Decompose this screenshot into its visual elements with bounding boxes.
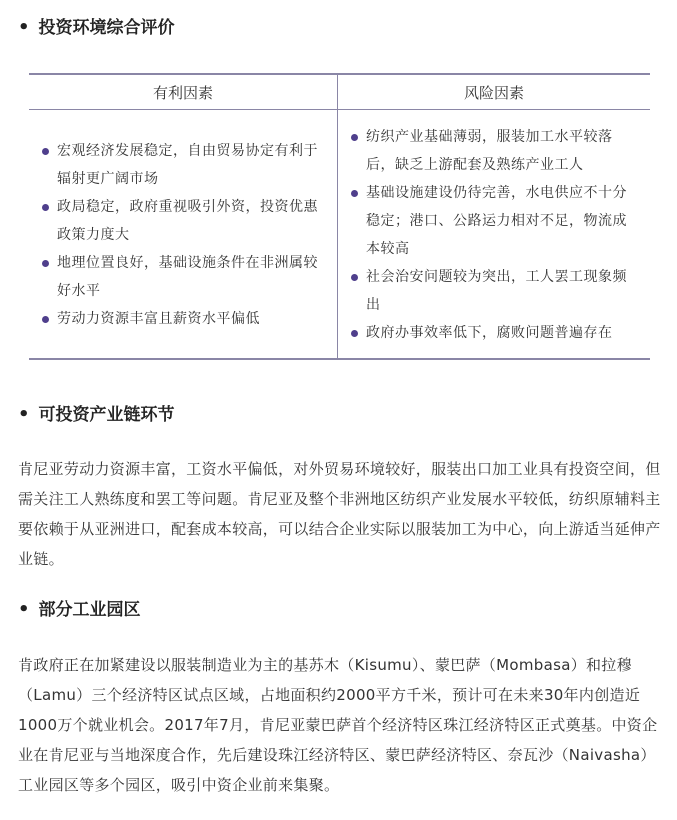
bullet-icon <box>351 134 358 141</box>
risk-item <box>350 123 640 179</box>
risk-item-text: 政府办事效率低下，腐败问题普遍存在 <box>366 325 613 341</box>
bullet-icon <box>351 330 358 337</box>
bullet-icon <box>351 190 358 197</box>
table-header-divider <box>29 109 650 110</box>
favorable-item <box>41 249 331 305</box>
bullet-icon <box>42 260 49 267</box>
table-header-risk: 风险因素 <box>463 84 524 102</box>
favorable-item <box>41 137 331 193</box>
heading-bullet: • <box>18 17 30 38</box>
favorable-item-text: 地理位置良好，基础设施条件在非洲属较好水平 <box>57 255 318 299</box>
risk-item <box>350 179 640 263</box>
risk-item <box>350 319 640 347</box>
heading-title: 可投资产业链环节 <box>38 405 175 425</box>
favorable-item-text: 劳动力资源丰富且薪资水平偏低 <box>57 311 260 327</box>
table-header-favorable: 有利因素 <box>152 84 213 102</box>
favorable-item <box>41 305 331 333</box>
heading-bullet: • <box>18 404 30 425</box>
bullet-icon <box>42 204 49 211</box>
favorable-item <box>41 193 331 249</box>
bullet-icon <box>351 274 358 281</box>
risk-factors-list <box>350 123 640 347</box>
industry-chain-paragraph: 肯尼亚劳动力资源丰富，工资水平偏低，对外贸易环境较好，服装出口加工业具有投资空间，但需关注工人熟练度和罢工等问题。肯尼亚及整个非洲地区纺织产业发展水平较低，纺织原辅料主要依赖于从亚洲进口，配套成本较高，可以结合企业实际以服装加工为中心，向上游适当延伸产业链。 <box>18 460 661 568</box>
favorable-item-text: 政局稳定，政府重视吸引外资，投资优惠政策力度大 <box>57 199 318 243</box>
favorable-item-text: 宏观经济发展稳定，自由贸易协定有利于辐射更广阔市场 <box>57 143 318 187</box>
risk-item-text: 纺织产业基础薄弱，服装加工水平较落后，缺乏上游配套及熟练产业工人 <box>366 129 613 173</box>
heading-bullet: • <box>18 599 30 620</box>
bullet-icon <box>42 316 49 323</box>
risk-item <box>350 263 640 319</box>
favorable-factors-list <box>41 137 331 333</box>
industrial-parks-paragraph: 肯政府正在加紧建设以服装制造业为主的基苏木（Kisumu）、蒙巴萨（Mombasa）和拉穆（Lamu）三个经济特区试点区域，占地面积约2000平方千米，预计可在未来30年内创造近1000万个就业机会。2017年7月，肯尼亚蒙巴萨首个经济特区珠江经济特区正式奠基。中资企业在肯尼亚与当地深度合作，先后建设珠江经济特区、蒙巴萨经济特区、奈瓦沙（Naivasha）工业园区等多个园区，吸引中资企业前来集聚。 <box>18 656 658 794</box>
heading-investment-environment <box>18 17 175 39</box>
heading-title: 部分工业园区 <box>38 600 141 620</box>
heading-industry-chain <box>18 404 175 426</box>
bullet-icon <box>42 148 49 155</box>
table-column-divider <box>337 75 338 358</box>
evaluation-table <box>29 73 650 360</box>
heading-industrial-parks <box>18 599 141 621</box>
risk-item-text: 社会治安问题较为突出，工人罢工现象频出 <box>366 269 627 313</box>
heading-title: 投资环境综合评价 <box>38 18 175 38</box>
risk-item-text: 基础设施建设仍待完善，水电供应不十分稳定；港口、公路运力相对不足，物流成本较高 <box>366 185 627 257</box>
